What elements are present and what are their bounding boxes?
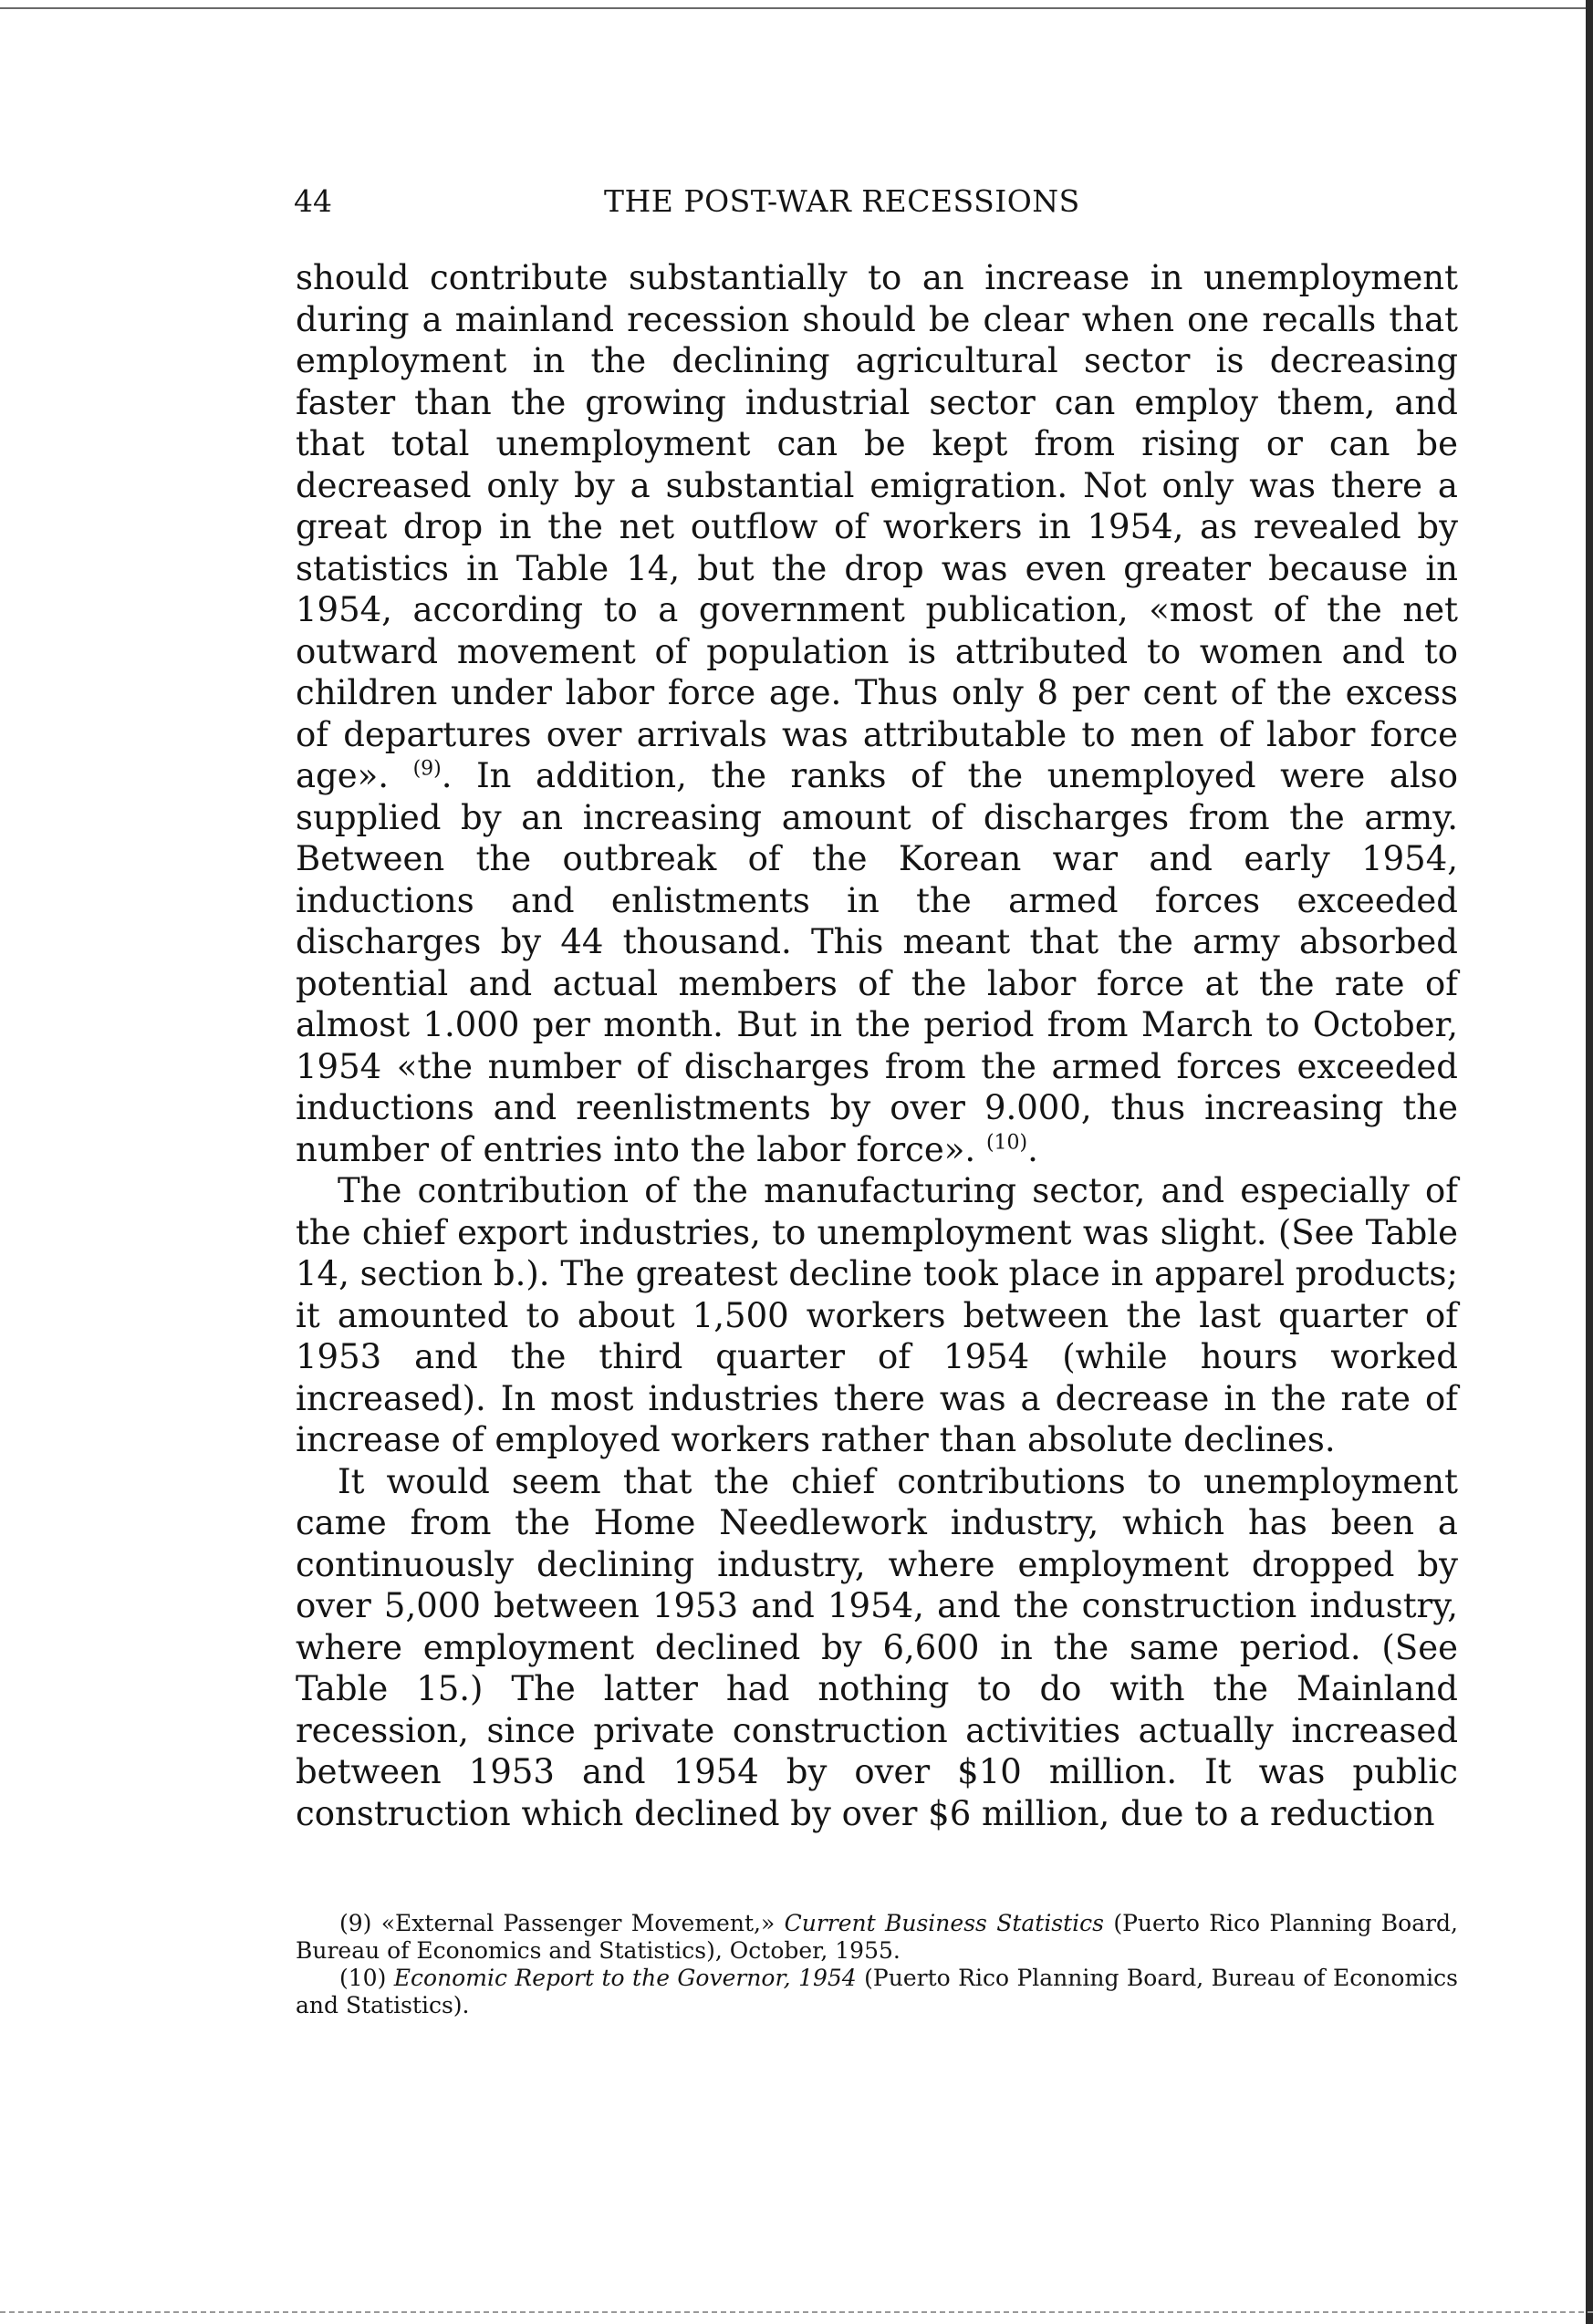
footnote-9-post: (Puerto Rico Planning Board, Bureau of Economics and Statistics), October, 1955. <box>296 1910 1459 1964</box>
footnote-9 <box>296 1910 1458 1965</box>
footnote-9-marker: (9) <box>339 1910 372 1936</box>
page-header <box>294 179 1206 224</box>
paragraph-1 <box>296 257 1458 1170</box>
paragraph-3: It would seem that the chief contributions to unemployment came from the Home Needlework industry, which has been a continuously declining industry, where employment dropped by over 5,000 between 1953 and 1954, and the construction industry, where employment declined by 6,600 in the same period. (See Table 15.) The latter had nothing to do with the Mainland recession, since private construction activities actually increased between 1953 and 1954 by over $10 million. It was public construction which declined by over $6 million, due to a reduction <box>296 1461 1458 1833</box>
scan-bottom-border <box>0 2311 1593 2315</box>
footnote-ref-9[interactable]: (9) <box>412 757 442 781</box>
scan-right-border <box>1586 0 1593 2324</box>
footnote-10-marker: (10) <box>339 1965 387 1991</box>
footnote-9-title: Current Business Statistics <box>784 1910 1105 1936</box>
paragraph-1-text-continued: . In addition, the ranks of the unemployed were also supplied by an increasing amount of discharges from the army. Between the outbreak of the Korean war and early 1954, inductions and enlistments in the armed forces exceeded discharges by 44 thousand. This meant that the army absorbed potential and actual members of the labor force at the rate of almost 1.000 per month. But in the period from March to October, 1954 «the number of discharges from the armed forces exceeded inductions and reenlistments by over 9.000, thus increasing the number of entries into the labor force». <box>296 756 1458 1169</box>
running-title: THE POST-WAR RECESSIONS <box>604 183 1080 219</box>
scan-top-border <box>0 7 1593 9</box>
paragraph-1-text: should contribute substantially to an increase in unemployment during a mainland recession should be clear when one recalls that employment in the declining agricultural sector is decreasing faster than the growing industrial sector can employ them, and that total unemployment can be kept from rising or can be decreased only by a substantial emigration. Not only was there a great drop in the net outflow of workers in 1954, as revealed by statistics in Table 14, but the drop was even greater because in 1954, according to a government publication, «most of the net outward movement of population is attributed to women and to children under labor force age. Thus only 8 per cent of the excess of departures over arrivals was attributable to men of labor force age». <box>296 258 1458 795</box>
footnote-10 <box>296 1965 1458 2019</box>
body-text <box>296 257 1458 1834</box>
footnote-10-post: (Puerto Rico Planning Board, Bureau of Economics and Statistics). <box>296 1965 1458 2018</box>
footnote-ref-10[interactable]: (10) <box>985 1131 1028 1155</box>
footnote-10-title: Economic Report to the Governor, 1954 <box>393 1965 857 1991</box>
footnote-9-pre: «External Passenger Movement,» <box>380 1910 776 1936</box>
footnotes <box>296 1910 1458 2019</box>
paragraph-1-end: . <box>1027 1129 1038 1169</box>
paragraph-2: The contribution of the manufacturing sector, and especially of the chief export industries, to unemployment was slight. (See Table 14, section b.). The greatest decline took place in apparel products; it amounted to about 1,500 workers between the last quarter of 1953 and the third quarter of 1954 (while hours worked increased). In most industries there was a decrease in the rate of increase of employed workers rather than absolute declines. <box>296 1171 1458 1459</box>
page-number: 44 <box>294 183 332 219</box>
